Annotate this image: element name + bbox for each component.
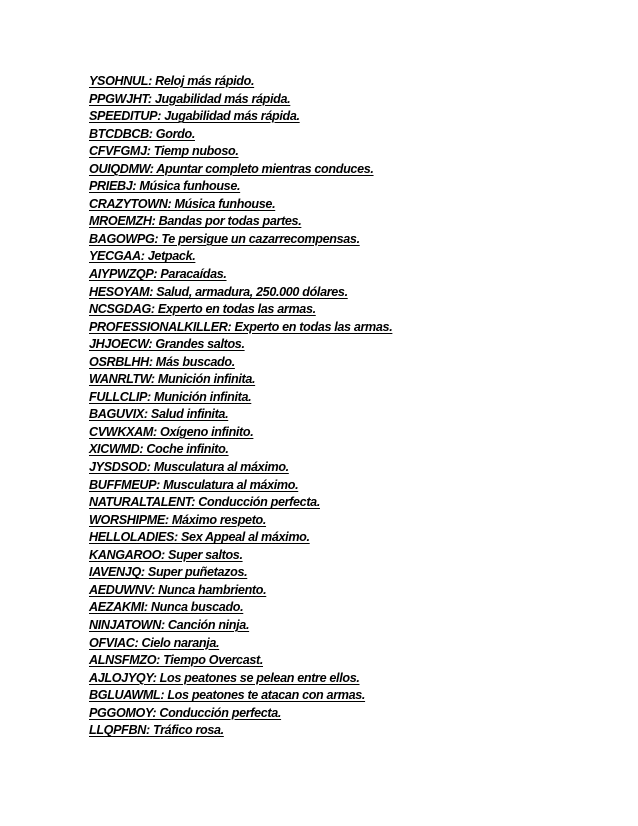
cheat-line: PRIEBJ: Música funhouse. [89, 179, 241, 194]
cheat-line: SPEEDITUP: Jugabilidad más rápida. [89, 109, 300, 124]
cheat-line: BAGOWPG: Te persigue un cazarrecompensas. [89, 231, 360, 246]
cheat-line: PROFESSIONALKILLER: Experto en todas las armas. [89, 319, 393, 334]
cheat-line: AEZAKMI: Nunca buscado. [89, 600, 244, 615]
cheat-line: BGLUAWML: Los peatones te atacan con armas. [89, 688, 366, 703]
cheat-line: BUFFMEUP: Musculatura al máximo. [89, 477, 299, 492]
cheat-line: AEDUWNV: Nunca hambriento. [89, 582, 267, 597]
cheat-line: BAGUVIX: Salud infinita. [89, 407, 229, 422]
cheat-line: KANGAROO: Super saltos. [89, 547, 243, 562]
cheat-line: YECGAA: Jetpack. [89, 249, 196, 264]
cheat-line: AJLOJYQY: Los peatones se pelean entre ellos. [89, 670, 360, 685]
cheat-line: ALNSFMZO: Tiempo Overcast. [89, 653, 264, 668]
cheat-code-list [89, 73, 392, 740]
cheat-line: AIYPWZQP: Paracaídas. [89, 267, 227, 282]
cheat-line: XICWMD: Coche infinito. [89, 442, 229, 457]
cheat-line: FULLCLIP: Munición infinita. [89, 389, 252, 404]
cheat-line: LLQPFBN: Tráfico rosa. [89, 723, 224, 738]
cheat-line: PPGWJHT: Jugabilidad más rápida. [89, 91, 291, 106]
cheat-line: CFVFGMJ: Tiemp nuboso. [89, 144, 239, 159]
cheat-line: WANRLTW: Munición infinita. [89, 372, 256, 387]
cheat-line: PGGOMOY: Conducción perfecta. [89, 705, 282, 720]
cheat-line: CVWKXAM: Oxígeno infinito. [89, 424, 254, 439]
cheat-line: BTCDBCB: Gordo. [89, 126, 195, 141]
cheat-line: CRAZYTOWN: Música funhouse. [89, 196, 276, 211]
cheat-line: OUIQDMW: Apuntar completo mientras conduces. [89, 161, 374, 176]
cheat-line: HELLOLADIES: Sex Appeal al máximo. [89, 530, 310, 545]
cheat-line: JHJOECW: Grandes saltos. [89, 337, 245, 352]
cheat-line: JYSDSOD: Musculatura al máximo. [89, 460, 289, 475]
cheat-line: NCSGDAG: Experto en todas las armas. [89, 302, 316, 317]
cheat-line: IAVENJQ: Super puñetazos. [89, 565, 248, 580]
cheat-line: MROEMZH: Bandas por todas partes. [89, 214, 302, 229]
cheat-line: YSOHNUL: Reloj más rápido. [89, 74, 255, 88]
cheat-line: NATURALTALENT: Conducción perfecta. [89, 495, 320, 510]
cheat-line: OFVIAC: Cielo naranja. [89, 635, 220, 650]
cheat-line: NINJATOWN: Canción ninja. [89, 617, 250, 632]
cheat-line: OSRBLHH: Más buscado. [89, 354, 235, 369]
cheat-line: WORSHIPME: Máximo respeto. [89, 512, 267, 527]
cheat-line: HESOYAM: Salud, armadura, 250.000 dólares. [89, 284, 348, 299]
